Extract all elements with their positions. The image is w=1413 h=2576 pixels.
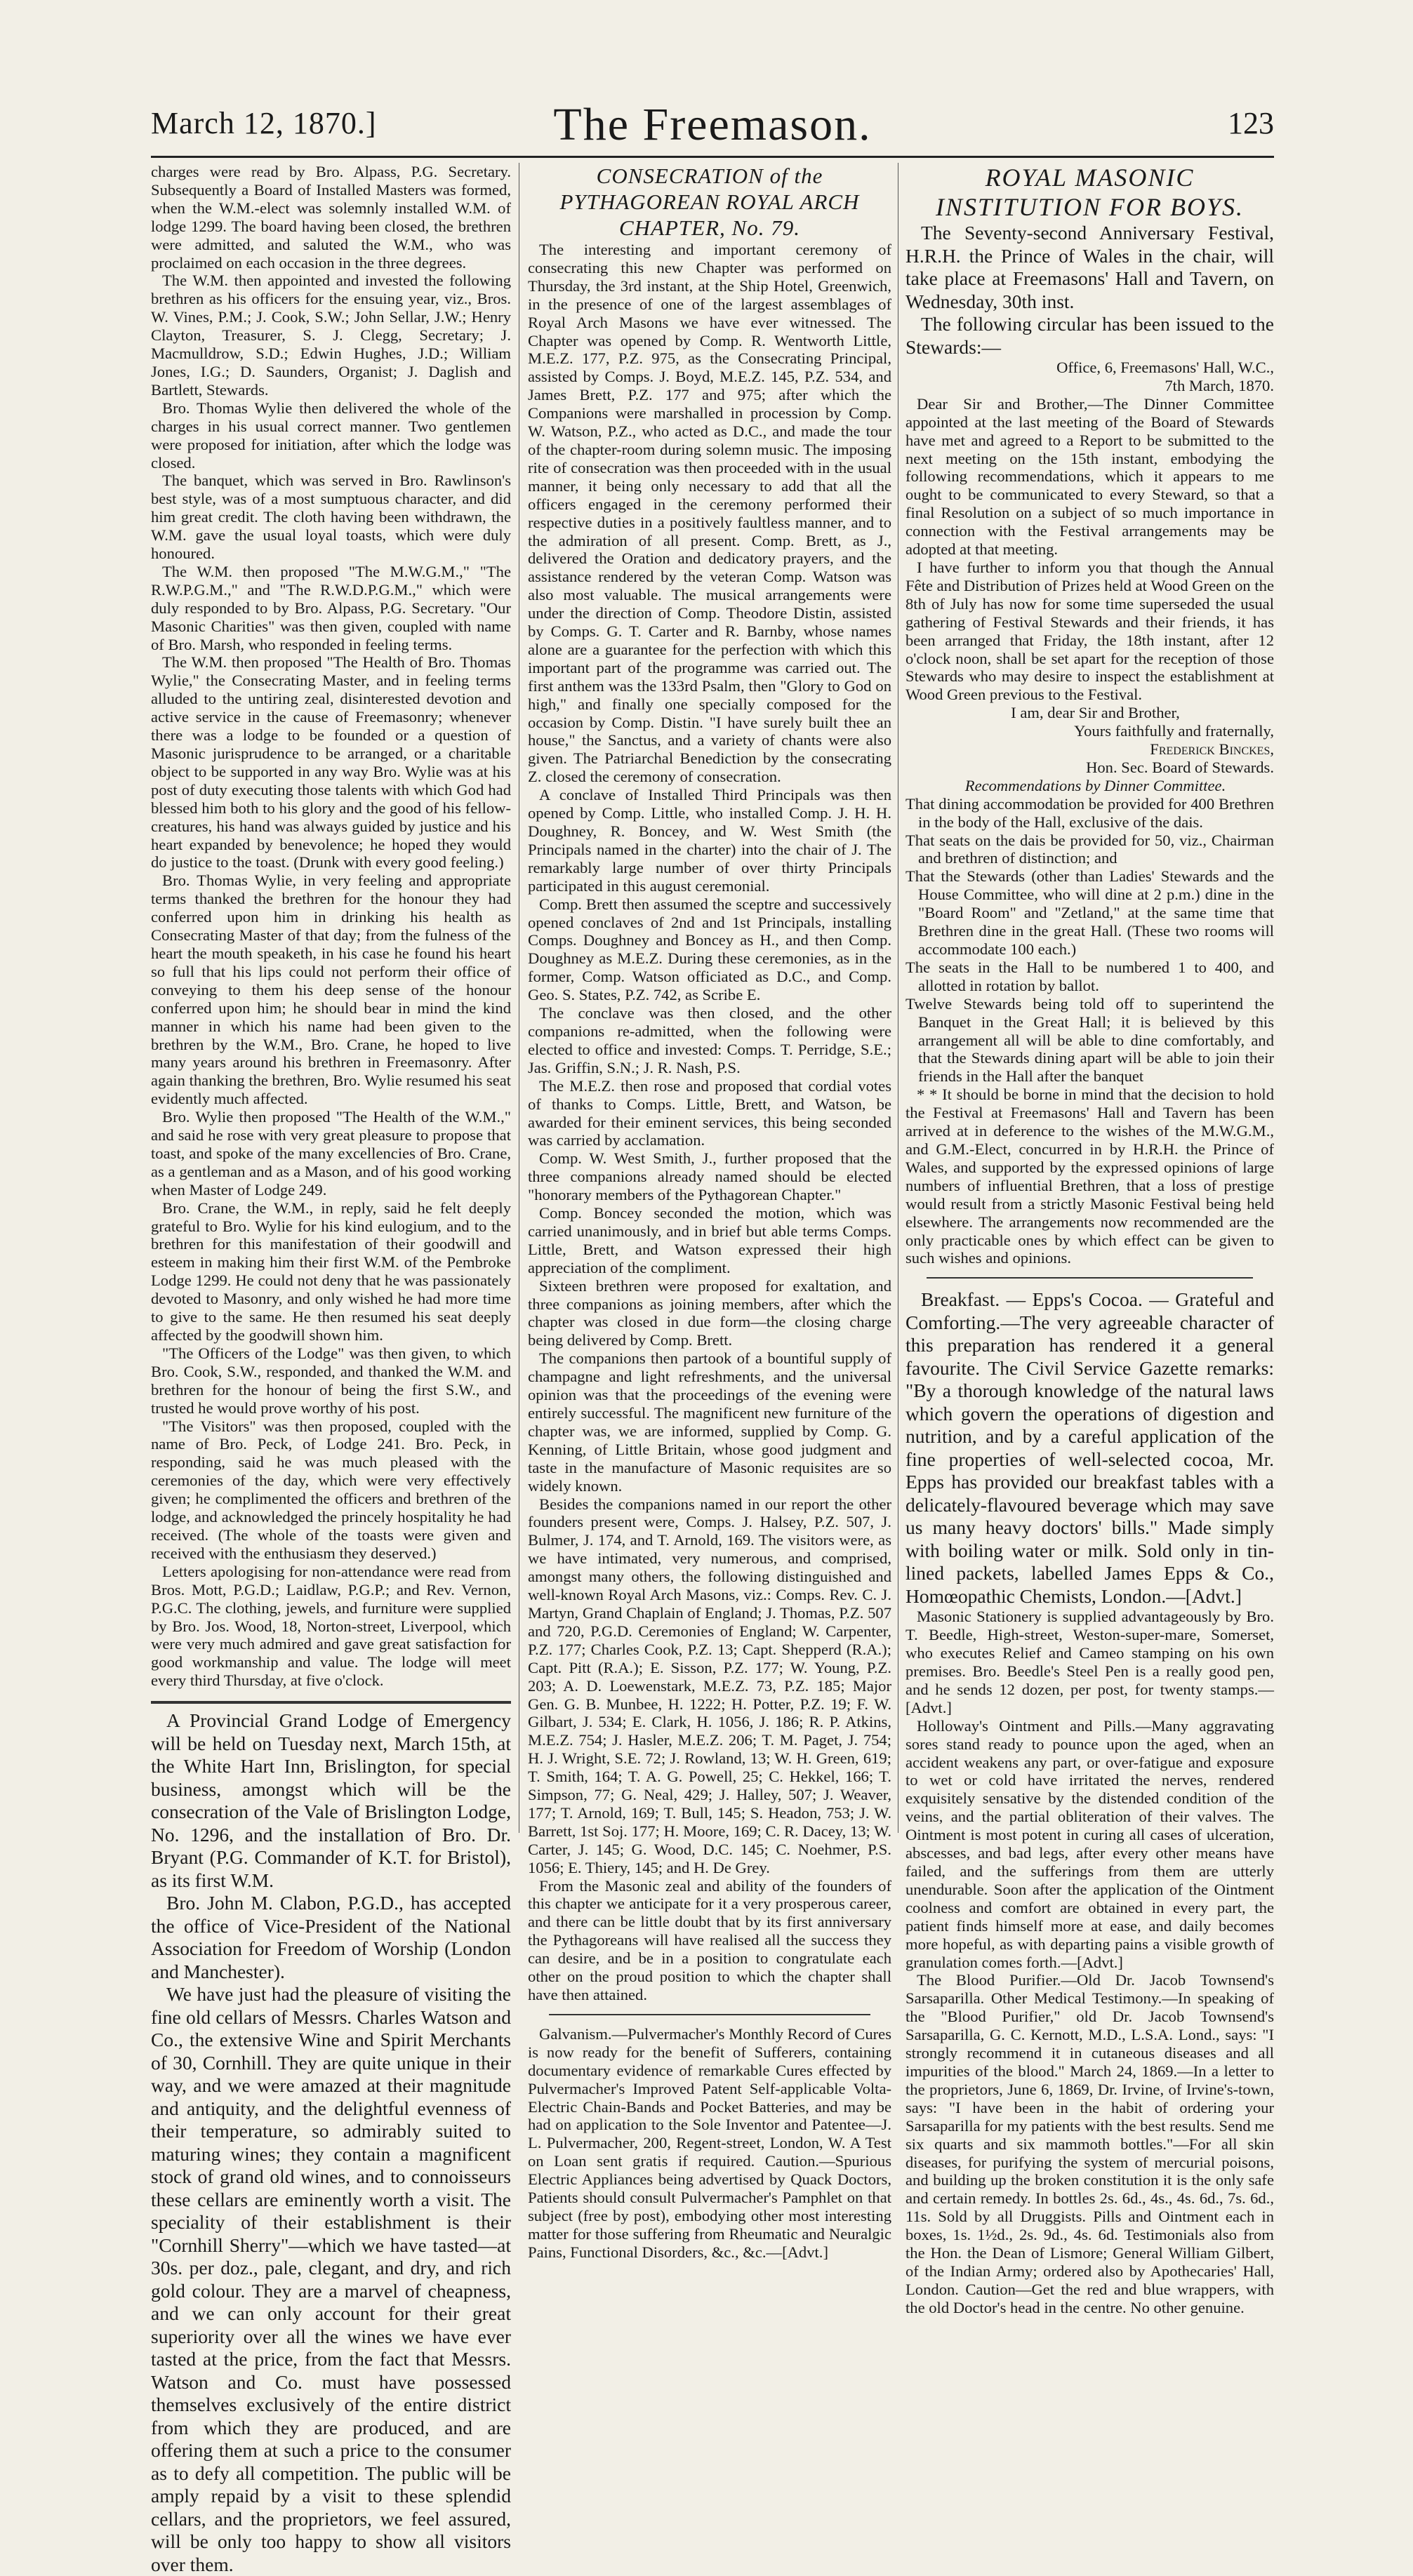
section-divider <box>151 1701 511 1704</box>
notices <box>151 1709 511 2576</box>
advertisements <box>905 1288 1274 1608</box>
masthead <box>151 98 1274 154</box>
paragraph: Dear Sir and Brother,—The Dinner Committee appointed at the last meeting of the Board of Stewards have met and agreed to a Report to be submitted to the next meeting on the 15th instant, embodying the following recommendations, which it appears to me ought to be communicated to every Steward, so that a final Resolution on a subject of so much importance in connection with the Festival arrangements may be adopted at that meeting. <box>905 394 1274 559</box>
section-divider <box>549 2014 870 2015</box>
paragraph: A Provincial Grand Lodge of Emergency will be held on Tuesday next, March 15th, at the White Hart Inn, Brislington, for special business, amongst which will be the consecration of the Vale of Brislington Lodge, No. 1296, and the installation of Bro. Dr. Bryant (P.G. Commander of K.T. for Bristol), as its first W.M. <box>151 1709 511 1891</box>
paragraph: Sixteen brethren were proposed for exaltation, and three companions as joining members, after which the chapter was closed in due form—the closing charge being delivered by Comp. Brett. <box>528 1276 891 1349</box>
circular-address: Office, 6, Freemasons' Hall, W.C., <box>1056 359 1274 376</box>
paragraph: Bro. Thomas Wylie, in very feeling and appropriate terms thanked the brethren for the honour they had conferred upon him in drinking his health as Consecrating Master of that day; from the fulness of the heart the mouth speaketh, in his case he found his heart so full that his lips could not perform their office of conveying to them his deep sense of the honour conferred upon him; he should bear in mind the kind manner in which his name had been given to the brethren by the W.M., Bro. Crane, he hoped to live many years around his brethren in Freemasonry. After again thanking the brethren, Bro. Wylie resumed his seat evidently much affected. <box>151 872 511 1108</box>
issue-date: March 12, 1870.] <box>151 106 377 140</box>
publication-title: The Freemason. <box>553 99 872 150</box>
signature-title: Hon. Sec. Board of Stewards. <box>1086 758 1274 776</box>
paragraph: The M.E.Z. then rose and proposed that cordial votes of thanks to Comps. Little, Brett, and Watson, be awarded for their eminent services, this being seconded was carried by acclamation. <box>528 1076 891 1149</box>
paragraph: The interesting and important ceremony of consecrating this new Chapter was performed on Thursday, the 3rd instant, at the Ship Hotel, Greenwich, in the presence of one of the largest assemblages of Royal Arch Masons we have ever witnessed. The Chapter was opened by Comp. R. Wentworth Little, M.E.Z. 177, P.Z. 975, as the Consecrating Principal, assisted by Comps. J. Boyd, M.E.Z. 145, P.Z. 534, and James Brett, P.Z. 177 and 975; after which the Companions were marshalled in procession by Comp. W. Watson, P.Z., who acted as D.C., and made the tour of the chapter-room during solemn music. The imposing rite of consecration was then proceeded with in the usual manner, it being only necessary to add that all the officers engaged in the ceremony performed their respective duties in a positively faultless manner, and to the admiration of all present. Comp. Brett, as J., delivered the Oration and dedicatory prayers, and the assistance rendered by the veteran Comp. Watson was also most valuable. The musical arrangements were under the direction of Comp. Theodore Distin, assisted by Comps. G. T. Carter and R. Barnby, whose names alone are a guarantee for the perfection with which this important part of the programme was carried out. The first anthem was the 133rd Psalm, then "Glory to God on high," and finally one specially composed for the occasion by Comp. Distin. "I have surely built thee an house," the Sanctus, and a variety of chants were also given. The Patriarchal Benediction by the consecrating Z. closed the ceremony of consecration. <box>528 241 891 786</box>
article-heading: ROYAL MASONIC INSTITUTION FOR BOYS. <box>935 163 1245 221</box>
paragraph: Comp. W. West Smith, J., further proposed that the three companions already named should be elected "honorary members of the Pythagorean Chapter." <box>528 1149 891 1204</box>
paragraph: "The Officers of the Lodge" was then given, to which Bro. Cook, S.W., responded, and thanked the W.M. and brethren for the honour of being the first S.W., and trusted he would prove worthy of his post. <box>151 1344 511 1417</box>
closing-line: I am, dear Sir and Brother, <box>1011 704 1180 722</box>
paragraph: Bro. Thomas Wylie then delivered the whole of the charges in his usual correct manner. Two gentlemen were proposed for initiation, after which the lodge was closed. <box>151 399 511 472</box>
closing-line: Yours faithfully and fraternally, <box>1074 722 1274 740</box>
column-2 <box>528 163 891 2261</box>
paragraph: Comp. Brett then assumed the sceptre and successively opened conclaves of 2nd and 1st Principals, installing Comps. Doughney and Boncey as H., and then Comp. Doughney as M.E.Z. During these ceremonies, as in the former, Comp. Watson officiated as D.C., and Comp. Geo. S. States, P.Z. 742, as Scribe E. <box>528 895 891 1004</box>
paragraph: The W.M. then proposed "The Health of Bro. Thomas Wylie," the Consecrating Master, and in feeling terms alluded to the untiring zeal, disinterested devotion and active service in the cause of Freemasonry; whenever there was a lodge to be founded or a question of Masonic jurisprudence to be arranged, or a charitable object to be supported in any way Bro. Wylie was at his post of duty executing those talents with which God had blessed him both to his glory and the good of his fellow-creatures, his hand was always guided by justice and his heart expanded by benevolence; he hoped they would do justice to the toast. (Drunk with every good feeling.) <box>151 653 511 872</box>
paragraph: Bro. Crane, the W.M., in reply, said he felt deeply grateful to Bro. Wylie for his kind eulogium, and to the brethren for this manifestation of their goodwill and esteem in making him their first W.M. of the Pembroke Lodge 1299. He could not deny that he was passionately devoted to Masonry, and only wished he had more time to give to the same. He then resumed his seat deeply affected by the goodwill shown him. <box>151 1199 511 1344</box>
paragraph: The companions then partook of a bountiful supply of champagne and light refreshments, and the universal opinion was that the proceedings of the evening were entirely successful. The magnificent new furniture of the chapter was, we are informed, supplied by Comp. G. Kenning, of Little Britain, whose good judgment and taste in the manufacture of Masonic requisites are so widely known. <box>528 1349 891 1495</box>
paragraph: Bro. John M. Clabon, P.G.D., has accepted the office of Vice-President of the National Association for Freedom of Worship (London and Manchester). <box>151 1892 511 1982</box>
paragraph: charges were read by Bro. Alpass, P.G. Secretary. Subsequently a Board of Installed Masters was formed, when the W.M.-elect was solemnly installed W.M. of lodge 1299. The board having been closed, the brethren were admitted, and saluted the W.M., who was proclaimed on each occasion in the three degrees. <box>151 163 511 272</box>
recommendation: The seats in the Hall to be numbered 1 to 400, and allotted in rotation by ballot. <box>905 958 1274 994</box>
paragraph: Besides the companions named in our report the other founders present were, Comps. J. Halsey, P.Z. 507, J. Bulmer, J. 174, and T. Arnold, 169. The visitors were, as we have intimated, very numerous, and comprised, amongst many others, the following distinguished and well-known Royal Arch Masons, viz.: Comps. Rev. C. J. Martyn, Grand Chaplain of England; J. Thomas, P.Z. 507 and 720, P.G.D. Ceremonies of England; W. Carpenter, P.Z. 177; Charles Cook, P.Z. 13; Capt. Shepperd (R.A.); Capt. Pitt (R.A.); E. Sisson, P.Z. 177; W. Young, P.Z. 203; A. D. Loewenstark, M.E.Z. 73, P.Z. 185; Major Gen. G. B. Munbee, H. 1222; H. Potter, P.Z. 19; F. W. Gilbart, J. 534; E. Clark, H. 1056, J. 186; R. P. Atkins, M.E.Z. 754; J. Hasler, M.E.Z. 206; T. M. Paget, J. 754; H. J. Wright, S.E. 72; J. Rowland, 13; W. H. Green, 619; T. Smith, 164; T. A. G. Powell, 25; C. Hekkel, 166; T. Simpson, 77; G. Neal, 429; J. Halley, 507; J. Weaver, 177; T. Arnold, 169; T. Bull, 145; S. Headon, 753; J. W. Barrett, 1st Soj. 177; H. Moore, 169; C. R. Dacey, 13; W. Carter, J. 145; G. Wood, D.C. 145; C. Noehmer, P.S. 1056; E. Thiery, 145; and H. De Grey. <box>528 1495 891 1876</box>
paragraph: A conclave of Installed Third Principals was then opened by Comp. Little, who installed Comp. J. H. H. Doughney, R. Boncey, and W. West Smith (the Principals named in the charter) into the chair of J. The remarkably large number of over thirty Principals participated in this august ceremonial. <box>528 786 891 895</box>
paragraph: The W.M. then proposed "The M.W.G.M.," "The R.W.P.G.M.," and "The R.W.D.P.G.M.," which were duly responded to by Bro. Alpass, P.G. Secretary. "Our Masonic Charities" was then given, coupled with name of Bro. Marsh, who responded in feeling terms. <box>151 562 511 653</box>
paragraph: Comp. Boncey seconded the motion, which was carried unanimously, and in brief but able terms Comps. Little, Brett, and Watson expressed their high appreciation of the compliment. <box>528 1204 891 1276</box>
recommendation: Twelve Stewards being told off to superintend the Banquet in the Great Hall; it is believed by this arrangement all will be able to dine comfortably, and that the Stewards dining apart will be able to join their friends in the Hall after the banquet <box>905 994 1274 1086</box>
paragraph: Bro. Wylie then proposed "The Health of the W.M.," and said he rose with very great pleasure to propose that toast, and spoke of the many excellencies of Bro. Crane, as a gentleman and as a Mason, and of his good working when Master of Lodge 249. <box>151 1108 511 1199</box>
paragraph: "The Visitors" was then proposed, coupled with the name of Bro. Peck, of Lodge 241. Bro. Peck, in responding, said he was much pleased with the ceremonies of the day, which were very effectively given; he complimented the officers and brethren of the lodge, and acknowledged the princely hospitality he had received. (The whole of the toasts were given and received with the enthusiasm they deserved.) <box>151 1417 511 1562</box>
paragraph: From the Masonic zeal and ability of the founders of this chapter we anticipate for it a very prosperous career, and there can be little doubt that by its first anniversary the Pythagoreans will have realised all the success they can desire, and be in a position to congratulate each other on the proud position to which the chapter shall have then attained. <box>528 1876 891 2003</box>
advertisement: Holloway's Ointment and Pills.—Many aggravating sores stand ready to pounce upon the aged, when an accident weakens any part, or over-fatigue and exposure to wet or cold have irritated the nerves, rendered exquisitely sensative by the distended condition of the veins, and the partial obliteration of their valves. The Ointment is most potent in curing all cases of ulceration, abscesses, and bad legs, after every other means have failed, and the sufferings from them are utterly unendurable. Soon after the application of the Ointment coolness and comfort are obtained in every part, the patient finds himself more at ease, and daily becomes more hopeful, as with departing pains a visible growth of granulation comes forth.—[Advt.] <box>905 1716 1274 1971</box>
column-3 <box>905 163 1274 2316</box>
festival-intro <box>905 222 1274 359</box>
paragraph: The conclave was then closed, and the other companions re-admitted, when the following were elected to office and invested: Comps. T. Perridge, S.E.; Jas. Griffin, S.N.; J. R. Nash, P.S. <box>528 1004 891 1076</box>
paragraph: We have just had the pleasure of visiting the fine old cellars of Messrs. Charles Watson and Co., the extensive Wine and Spirit Merchants of 30, Cornhill. They are quite unique in their way, and we were amazed at their magnitude and antiquity, and the delightful evenness of their temperature, so admirably suited to maturing wines; they contain a magnificent stock of grand old wines, and to connoisseurs these cellars are eminently worth a visit. The speciality of their establishment is their "Cornhill Sherry"—which we have tasted—at 30s. per doz., pale, clegant, and dry, and rich gold colour. They are a marvel of cheapness, and we can only account for their great superiority over all the wines we have ever tasted at the price, from the fact that Messrs. Watson and Co. must have possessed themselves exclusively of the entire district from which they are produced, and are offering them at such a price to the consumer as to defy all competition. The public will be amply repaid by a visit to these splendid cellars, and the proprietors, we feel assured, will be only too happy to show all visitors over them. <box>151 1983 511 2575</box>
advertisement: Galvanism.—Pulvermacher's Monthly Record of Cures is now ready for the benefit of Sufferers, containing documentary evidence of remarkable Cures effected by Pulvermacher's Improved Patent Self-applicable Volta-Electric Chain-Bands and Pocket Batteries, and may be had on application to the Sole Inventor and Patentee—J. L. Pulvermacher, 200, Regent-street, London, W. A Test on Loan sent gratis if required. Caution.—Spurious Electric Appliances being advertised by Quack Doctors, Patients should consult Pulvermacher's Pamphlet on that subject (free by post), embodying other most interesting matter for those suffering from Rheumatic and Neuralgic Pains, Functional Disorders, &c., &c.—[Advt.] <box>528 2024 891 2261</box>
circular-date: 7th March, 1870. <box>1165 376 1274 394</box>
recommendation: That the Stewards (other than Ladies' Stewards and the House Committee, who will dine at 2 p.m.) dine in the "Board Room" and "Zetland," at the same time that Brethren dine in the great Hall. (These two rooms will accommodate 100 each.) <box>905 867 1274 958</box>
recommendation: That seats on the dais be provided for 50, viz., Chairman and brethren of distinction; and <box>905 831 1274 867</box>
paragraph: The Seventy-second Anniversary Festival, H.R.H. the Prince of Wales in the chair, will take place at Freemasons' Hall and Tavern, on Wednesday, 30th inst. <box>905 222 1274 312</box>
advertisement: Breakfast. — Epps's Cocoa. — Grateful and Comforting.—The very agreeable character of this preparation has rendered it a general favourite. The Civil Service Gazette remarks: "By a thorough knowledge of the natural laws which govern the operations of digestion and nutrition, and by a careful application of the fine properties of well-selected cocoa, Mr. Epps has provided our breakfast tables with a delicately-flavoured beverage which may save us many heavy doctors' bills." Made simply with boiling water or milk. Sold only in tin-lined packets, labelled James Epps & Co., Homœopathic Chemists, London.—[Advt.] <box>905 1288 1274 1607</box>
paragraph: Letters apologising for non-attendance were read from Bros. Mott, P.G.D.; Laidlaw, P.G.P.; and Rev. Vernon, P.G.C. The clothing, jewels, and furniture were supplied by Bro. Jos. Wood, 18, Norton-street, Liverpool, which were very much admired and gave great satisfaction for good workmanship and value. The lodge will meet every third Thursday, at five o'clock. <box>151 1562 511 1690</box>
paragraph: The banquet, which was served in Bro. Rawlinson's best style, was of a most sumptuous character, and did him great credit. The cloth having been withdrawn, the W.M. gave the usual loyal toasts, which were duly honoured. <box>151 472 511 563</box>
signature: Frederick Binckes, <box>1150 740 1274 759</box>
advertisement: Masonic Stationery is supplied advantageously by Bro. T. Beedle, High-street, Weston-super-mare, Somerset, who executes Relief and Cameo stamping on his own premises. Bro. Beedle's Steel Pen is a really good pen, and he sends 12 dozen, per post, for twenty stamps.—[Advt.] <box>905 1608 1274 1716</box>
column-1 <box>151 163 511 2575</box>
section-divider <box>927 1277 1253 1279</box>
paragraph: The following circular has been issued to the Stewards:— <box>905 313 1274 358</box>
page-number: 123 <box>1228 106 1274 140</box>
subheading: Recommendations by Dinner Committee. <box>964 776 1226 794</box>
paragraph: The W.M. then appointed and invested the following brethren as his officers for the ensuing year, viz., Bros. W. Vines, P.M.; J. Cook, S.W.; John Sellar, J.W.; Henry Clayton, Treasurer, S. J. Clegg, Secretary; J. Macmulldrow, S.D.; Edwin Hughes, J.D.; William Jones, I.G.; D. Saunders, Organist; J. Daglish and Bartlett, Stewards. <box>151 272 511 399</box>
note: * * It should be borne in mind that the decision to hold the Festival at Freemasons' Hall and Tavern has been arrived at in deference to the wishes of the M.W.G.M., and G.M.-Elect, concurred in by H.R.H. the Prince of Wales, and supported by the expressed opinions of large numbers of influential Brethren, that a loss of prestige would result from a strictly Masonic Festival being held elsewhere. The arrangements now recommended are the only practicable ones by which effect can be given to such wishes and opinions. <box>905 1086 1274 1267</box>
article-heading: CONSECRATION of the PYTHAGOREAN ROYAL ARCH CHAPTER, No. 79. <box>559 163 860 240</box>
recommendation: That dining accommodation be provided for 400 Brethren in the body of the Hall, exclusive of the dais. <box>905 794 1274 831</box>
advertisement: The Blood Purifier.—Old Dr. Jacob Townsend's Sarsaparilla. Other Medical Testimony.—In speaking of the "Blood Purifier," old Dr. Jacob Townsend's Sarsaparilla, G. C. Kernott, M.D., L.S.A. Lond., says: "I strongly recommend it in cutaneous diseases and all impurities of the blood." March 24, 1869.—In a letter to the proprietors, June 6, 1869, Dr. Irvine, of Irvine's-town, says: "I have been in the habit of ordering your Sarsaparilla for my patients with the best results. Send me six quarts and six mammoth bottles."—For all skin diseases, for purifying the system of mercurial poisons, and building up the broken constitution it is the only safe and certain remedy. In bottles 2s. 6d., 4s., 4s. 6d., 7s. 6d., 11s. Sold by all Druggists. Pills and Ointment each in boxes, 1s. 1½d., 2s. 9d., 4s. 6d. Testimonials also from the Hon. the Dean of Lismore; General William Gilbert, of the Indian Army; ordered also by Apothecaries' Hall, London. Caution—Get the red and blue wrappers, with the old Doctor's head in the centre. No other genuine. <box>905 1971 1274 2316</box>
masthead-rule <box>151 156 1274 158</box>
paragraph: I have further to inform you that though the Annual Fête and Distribution of Prizes held at Wood Green on the 8th of July has now for some time superseded the usual gathering of Festival Stewards and their friends, it has been arranged that Friday, the 18th instant, after 12 o'clock noon, shall be set apart for the reception of those Stewards who may desire to inspect the establishment at Wood Green previous to the Festival. <box>905 558 1274 704</box>
